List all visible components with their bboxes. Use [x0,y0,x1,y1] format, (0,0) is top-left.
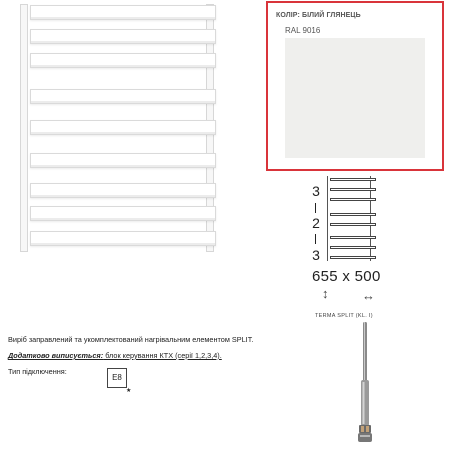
additional-label: Додатково виписується: [8,351,104,360]
additional-text: блок керування КТХ (серії 1,2,3,4). [103,351,222,360]
heating-element-icon [352,322,378,444]
section-count-bottom: 3 [312,247,320,263]
connection-type-box: E8 [107,368,127,388]
radiator-left-rail [20,4,28,252]
vertical-arrow-icon: ↕ [322,286,329,301]
connection-type-label: Тип підключення: [8,367,67,376]
section-separator [315,234,316,244]
radiator-panel [30,183,216,198]
section-bar [330,236,376,239]
radiator-panel [30,231,216,246]
radiator-panel [30,120,216,135]
section-bar [330,188,376,191]
radiator-panel [30,5,216,20]
dimensions-label: 655 x 500 [312,268,381,285]
section-bar [330,223,376,226]
color-code: RAL 9016 [285,26,321,35]
section-bar [330,178,376,181]
section-diagram [310,176,400,266]
color-label: КОЛІР: БІЛИЙ ГЛЯНЕЦЬ [276,12,361,19]
horizontal-arrow-icon: ↔ [362,288,375,303]
radiator-panel [30,29,216,44]
additional-order-note [8,351,222,360]
connection-mark-icon: ★ [126,388,132,394]
section-bar [330,213,376,216]
section-count-middle: 2 [312,215,320,231]
radiator-panel [30,89,216,104]
section-bar [330,246,376,249]
section-bar [330,198,376,201]
radiator-panel [30,206,216,221]
section-separator [315,203,316,213]
color-swatch [285,38,425,158]
radiator-panel [30,53,216,68]
section-count-top: 3 [312,183,320,199]
color-card [266,1,444,171]
radiator-panel [30,153,216,168]
radiator-image [6,0,226,265]
description-text: Виріб заправлений та укомплектований нагрівальним елементом SPLIT. [8,335,254,344]
heating-element-caption: TERMA SPLIT (KL. I) [315,313,373,319]
section-bar [330,256,376,259]
